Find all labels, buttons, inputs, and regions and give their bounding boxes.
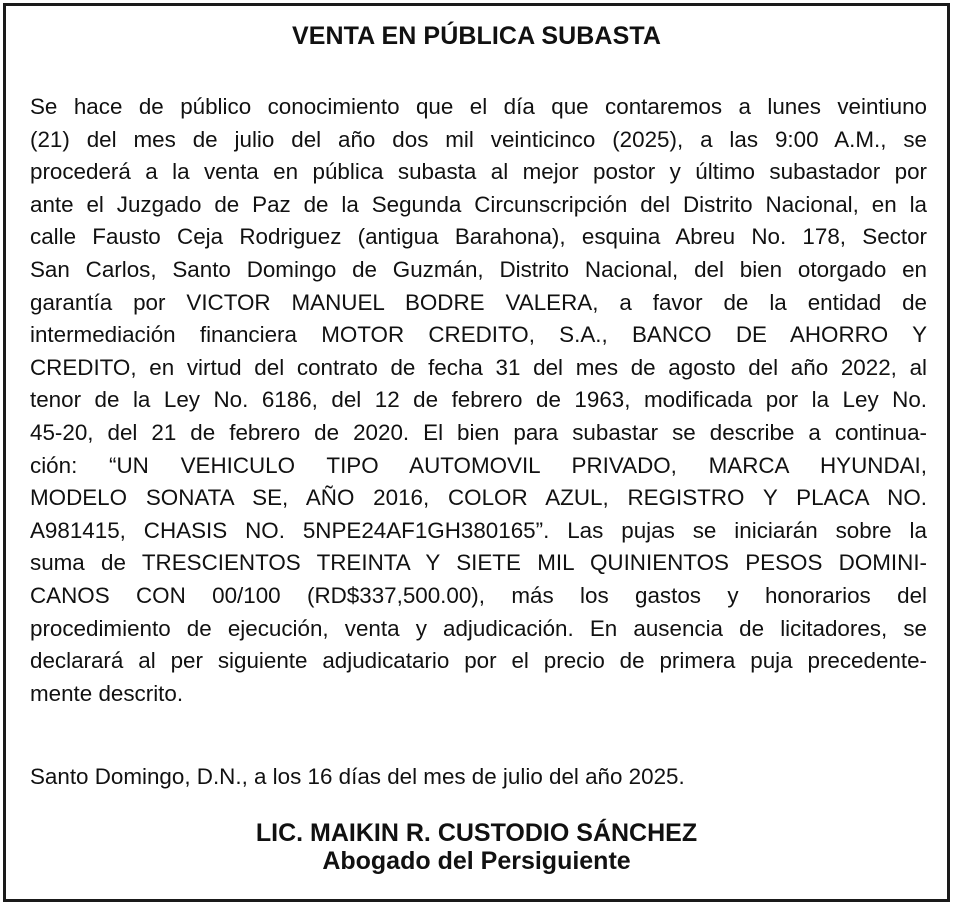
- body-line: suma de TRESCIENTOS TREINTA Y SIETE MIL QUINIENTOS PESOS DOMINI-: [30, 550, 927, 576]
- body-line: intermediación financiera MOTOR CREDITO, S.A., BANCO DE AHORRO Y: [30, 322, 927, 348]
- signer-name: LIC. MAIKIN R. CUSTODIO SÁNCHEZ: [255, 819, 698, 847]
- body-line: MODELO SONATA SE, AÑO 2016, COLOR AZUL, REGISTRO Y PLACA NO.: [30, 485, 927, 511]
- body-line: ante el Juzgado de Paz de la Segunda Circunscripción del Distrito Nacional, en la: [30, 191, 927, 217]
- body-line: 45-20, del 21 de febrero de 2020. El bien para subastar se describe a continua-: [30, 419, 927, 445]
- body-line: Se hace de público conocimiento que el día que contaremos a lunes veintiuno: [30, 94, 927, 119]
- notice-frame: [3, 3, 950, 902]
- notice-title: VENTA EN PÚBLICA SUBASTA: [291, 22, 662, 50]
- body-line: tenor de la Ley No. 6186, del 12 de febrero de 1963, modificada por la Ley No.: [30, 387, 927, 413]
- body-line: San Carlos, Santo Domingo de Guzmán, Distrito Nacional, del bien otorgado en: [30, 256, 927, 282]
- body-line: procederá a la venta en pública subasta al mejor postor y último subastador por: [30, 159, 927, 185]
- dateline: Santo Domingo, D.N., a los 16 días del mes de julio del año 2025.: [30, 764, 685, 789]
- body-line: mente descrito.: [30, 680, 184, 706]
- body-line: CREDITO, en virtud del contrato de fecha 31 del mes de agosto del año 2022, al: [30, 354, 927, 380]
- signature-block: [6, 819, 947, 875]
- body-line: declarará al per siguiente adjudicatario por el precio de primera puja precedente-: [30, 648, 927, 674]
- notice-body: [30, 91, 927, 710]
- signer-role: Abogado del Persiguiente: [322, 847, 631, 875]
- body-line: procedimiento de ejecución, venta y adjudicación. En ausencia de licitadores, se: [30, 615, 927, 641]
- body-line: A981415, CHASIS NO. 5NPE24AF1GH380165”. Las pujas se iniciarán sobre la: [30, 517, 927, 543]
- body-line: calle Fausto Ceja Rodriguez (antigua Barahona), esquina Abreu No. 178, Sector: [30, 224, 927, 250]
- body-line: ción: “UN VEHICULO TIPO AUTOMOVIL PRIVADO, MARCA HYUNDAI,: [30, 452, 927, 478]
- body-line: CANOS CON 00/100 (RD$337,500.00), más los gastos y honorarios del: [30, 582, 927, 608]
- body-line: (21) del mes de julio del año dos mil veinticinco (2025), a las 9:00 A.M., se: [30, 126, 927, 152]
- body-line: garantía por VICTOR MANUEL BODRE VALERA, a favor de la entidad de: [30, 289, 927, 315]
